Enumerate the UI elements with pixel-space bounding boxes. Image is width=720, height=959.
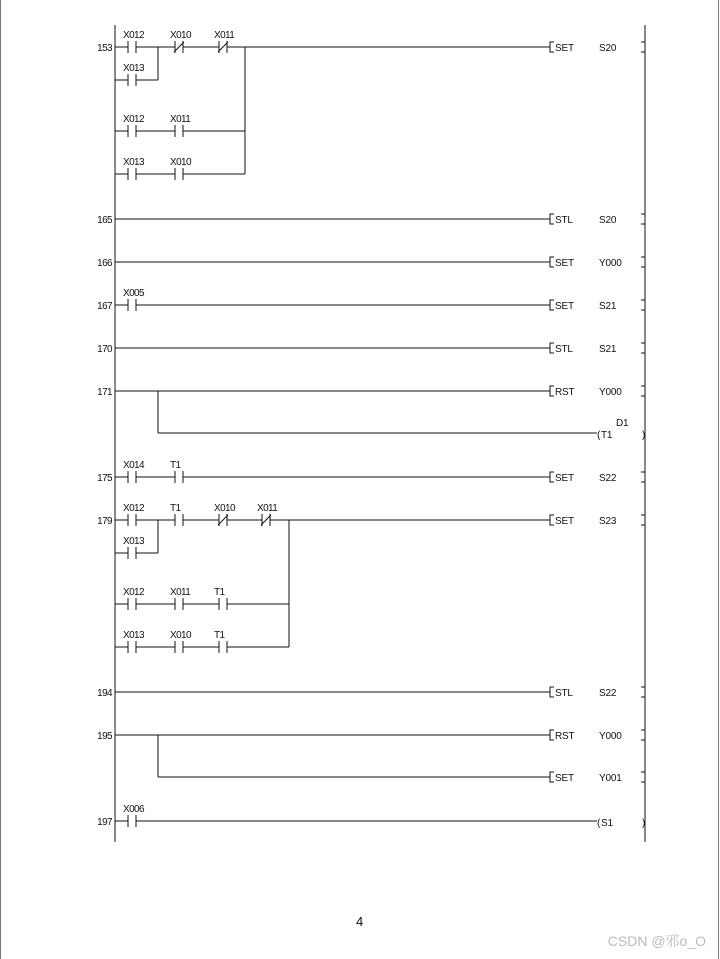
step-number: 197 [97, 817, 112, 828]
instruction-open-bracket [550, 515, 554, 525]
instruction-op: STL [555, 215, 573, 226]
no-contact [219, 598, 227, 610]
instruction-open-bracket [550, 687, 554, 697]
instruction-arg: Y000 [599, 731, 622, 742]
instruction-arg: S22 [599, 688, 617, 699]
contact-label: X010 [170, 157, 191, 168]
step-number: 195 [97, 731, 112, 742]
step-number: 194 [97, 688, 112, 699]
instruction-close-bracket [641, 300, 645, 310]
no-contact [175, 125, 183, 137]
no-contact [128, 815, 136, 827]
instruction-close-bracket [641, 730, 645, 740]
no-contact [128, 471, 136, 483]
instruction-open-bracket [550, 214, 554, 224]
no-contact [219, 641, 227, 653]
instruction-open-bracket [550, 300, 554, 310]
coil-close-paren: ) [642, 818, 646, 829]
instruction-op: STL [555, 344, 573, 355]
instruction-arg: Y000 [599, 387, 622, 398]
no-contact [175, 514, 183, 526]
instruction-arg: Y000 [599, 258, 622, 269]
watermark: CSDN @邪o_O [607, 933, 706, 949]
step-number: 171 [97, 387, 112, 398]
contact-label: X011 [170, 587, 191, 598]
contact-label: X010 [170, 30, 191, 41]
instruction-op: SET [555, 301, 574, 312]
contact-label: X012 [123, 587, 144, 598]
instruction-close-bracket [641, 772, 645, 782]
nc-contact [174, 41, 184, 53]
instruction-op: RST [555, 387, 575, 398]
contact-label: X011 [257, 503, 278, 514]
no-contact [128, 514, 136, 526]
instruction-close-bracket [641, 42, 645, 52]
instruction-open-bracket [550, 257, 554, 267]
instruction-close-bracket [641, 257, 645, 267]
contact-label: X012 [123, 503, 144, 514]
instruction-arg: Y001 [599, 773, 622, 784]
contact-label: X013 [123, 157, 144, 168]
step-number: 167 [97, 301, 112, 312]
instruction-arg: S20 [599, 43, 617, 54]
instruction-arg: S23 [599, 516, 617, 527]
step-number: 179 [97, 516, 112, 527]
step-number: 165 [97, 215, 112, 226]
instruction-op: SET [555, 516, 574, 527]
no-contact [175, 168, 183, 180]
instruction-arg: S21 [599, 344, 617, 355]
step-number: 175 [97, 473, 112, 484]
instruction-arg: S21 [599, 301, 617, 312]
instruction-open-bracket [550, 343, 554, 353]
instruction-op: SET [555, 43, 574, 54]
instruction-op: SET [555, 773, 574, 784]
coil-close-paren: ) [642, 430, 646, 441]
contact-label: X013 [123, 63, 144, 74]
instruction-open-bracket [550, 772, 554, 782]
contact-label: X005 [123, 288, 144, 299]
contact-label: T1 [170, 460, 181, 471]
coil-open-paren: ( [597, 430, 601, 441]
coil-open-paren: ( [597, 818, 601, 829]
contact-label: X011 [170, 114, 191, 125]
instruction-close-bracket [641, 472, 645, 482]
contact-label: X013 [123, 536, 144, 547]
contact-label: T1 [214, 630, 225, 641]
contact-label: X010 [214, 503, 235, 514]
no-contact [175, 471, 183, 483]
no-contact [128, 598, 136, 610]
nc-contact [218, 514, 228, 526]
instruction-close-bracket [641, 515, 645, 525]
contact-label: X011 [214, 30, 235, 41]
coil-arg: S1 [601, 818, 613, 829]
step-number: 153 [97, 43, 112, 54]
coil-param: D1 [616, 418, 629, 429]
instruction-op: SET [555, 473, 574, 484]
no-contact [128, 641, 136, 653]
nc-contact [218, 41, 228, 53]
page-number: 4 [356, 914, 364, 929]
no-contact [175, 641, 183, 653]
contact-label: X012 [123, 114, 144, 125]
instruction-close-bracket [641, 386, 645, 396]
coil-arg: T1 [601, 430, 613, 441]
instruction-open-bracket [550, 386, 554, 396]
contact-label: T1 [214, 587, 225, 598]
instruction-close-bracket [641, 687, 645, 697]
instruction-arg: S22 [599, 473, 617, 484]
no-contact [128, 125, 136, 137]
no-contact [128, 547, 136, 559]
step-number: 170 [97, 344, 112, 355]
contact-label: X013 [123, 630, 144, 641]
instruction-open-bracket [550, 42, 554, 52]
contact-label: T1 [170, 503, 181, 514]
instruction-op: STL [555, 688, 573, 699]
instruction-op: RST [555, 731, 575, 742]
contact-label: X006 [123, 804, 144, 815]
no-contact [128, 299, 136, 311]
no-contact [175, 598, 183, 610]
contact-label: X012 [123, 30, 144, 41]
nc-contact [261, 514, 271, 526]
instruction-close-bracket [641, 343, 645, 353]
contact-label: X014 [123, 460, 144, 471]
no-contact [128, 41, 136, 53]
instruction-open-bracket [550, 472, 554, 482]
instruction-arg: S20 [599, 215, 617, 226]
step-number: 166 [97, 258, 112, 269]
no-contact [128, 168, 136, 180]
contact-label: X010 [170, 630, 191, 641]
instruction-open-bracket [550, 730, 554, 740]
instruction-close-bracket [641, 214, 645, 224]
instruction-op: SET [555, 258, 574, 269]
no-contact [128, 74, 136, 86]
